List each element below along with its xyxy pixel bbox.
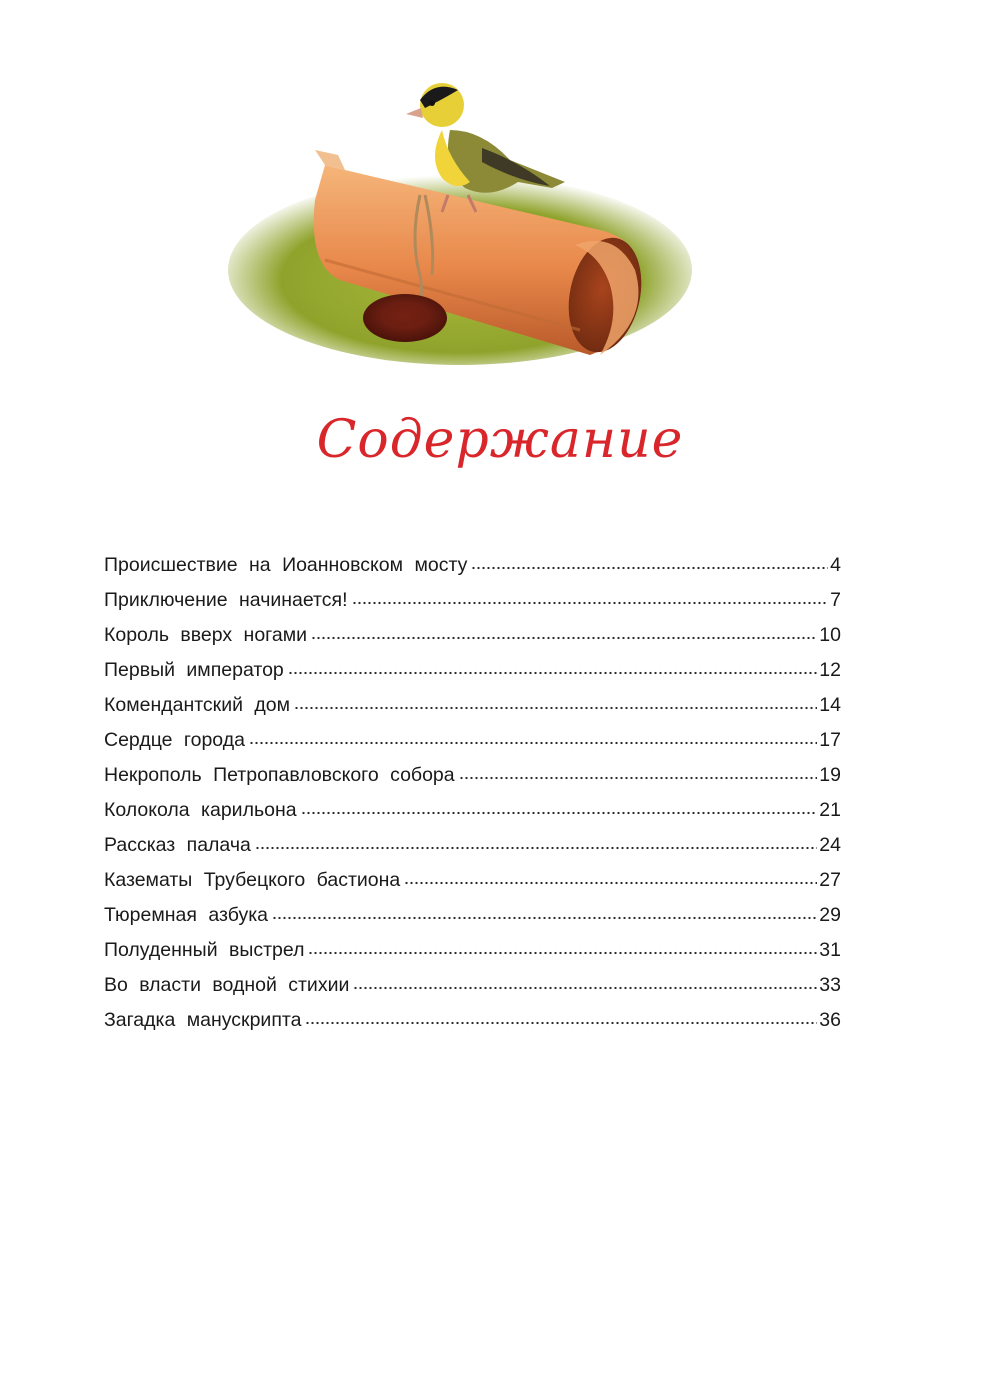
dot-leader <box>352 600 829 606</box>
toc-item-label: Комендантский дом <box>104 694 291 716</box>
toc-item-label: Казематы Трубецкого бастиона <box>104 869 401 891</box>
toc-item-label: Первый император <box>104 659 284 681</box>
toc-item <box>104 688 841 723</box>
toc-item-label: Король вверх ногами <box>104 624 308 646</box>
toc-item-page-number: 36 <box>819 1009 841 1031</box>
table-of-contents <box>104 548 841 1038</box>
toc-item-page-number: 4 <box>830 554 841 576</box>
dot-leader <box>249 740 817 746</box>
dot-leader <box>308 950 817 956</box>
toc-item <box>104 898 841 933</box>
dot-leader <box>404 880 817 886</box>
toc-item-page-number: 21 <box>819 799 841 821</box>
toc-item <box>104 723 841 758</box>
toc-item-label: Рассказ палача <box>104 834 251 856</box>
toc-item-label: Тюремная азбука <box>104 904 269 926</box>
dot-leader <box>288 670 818 676</box>
toc-item-label: Сердце города <box>104 729 245 751</box>
toc-item <box>104 828 841 863</box>
toc-item-label: Колокола карильона <box>104 799 297 821</box>
toc-item <box>104 618 841 653</box>
toc-item <box>104 583 841 618</box>
toc-item <box>104 1003 841 1038</box>
dot-leader <box>459 775 818 781</box>
dot-leader <box>294 705 817 711</box>
toc-item <box>104 653 841 688</box>
dot-leader <box>255 845 817 851</box>
page-title: Содержание <box>316 410 684 470</box>
toc-item-page-number: 12 <box>819 659 841 681</box>
toc-item-label: Происшествие на Иоанновском мосту <box>104 554 468 576</box>
dot-leader <box>272 915 817 921</box>
toc-item-page-number: 33 <box>819 974 841 996</box>
toc-item-label: Во власти водной стихии <box>104 974 350 996</box>
toc-item-page-number: 31 <box>819 939 841 961</box>
toc-item <box>104 548 841 583</box>
dot-leader <box>311 635 817 641</box>
toc-item-page-number: 19 <box>819 764 841 786</box>
toc-item-page-number: 27 <box>819 869 841 891</box>
toc-item <box>104 793 841 828</box>
toc-item <box>104 968 841 1003</box>
dot-leader <box>353 985 817 991</box>
dot-leader <box>305 1020 817 1026</box>
dot-leader <box>471 565 828 571</box>
toc-item-page-number: 24 <box>819 834 841 856</box>
toc-item-page-number: 10 <box>819 624 841 646</box>
toc-item-page-number: 29 <box>819 904 841 926</box>
dot-leader <box>301 810 818 816</box>
bird-on-scroll-illustration <box>220 70 700 380</box>
toc-item-label: Полуденный выстрел <box>104 939 305 961</box>
toc-item-page-number: 7 <box>830 589 841 611</box>
toc-item <box>104 933 841 968</box>
toc-item-label: Некрополь Петропавловского собора <box>104 764 455 786</box>
toc-item-label: Приключение начинается! <box>104 589 348 611</box>
toc-item <box>104 863 841 898</box>
toc-item <box>104 758 841 793</box>
toc-item-page-number: 14 <box>819 694 841 716</box>
toc-item-label: Загадка манускрипта <box>104 1009 302 1031</box>
toc-item-page-number: 17 <box>819 729 841 751</box>
